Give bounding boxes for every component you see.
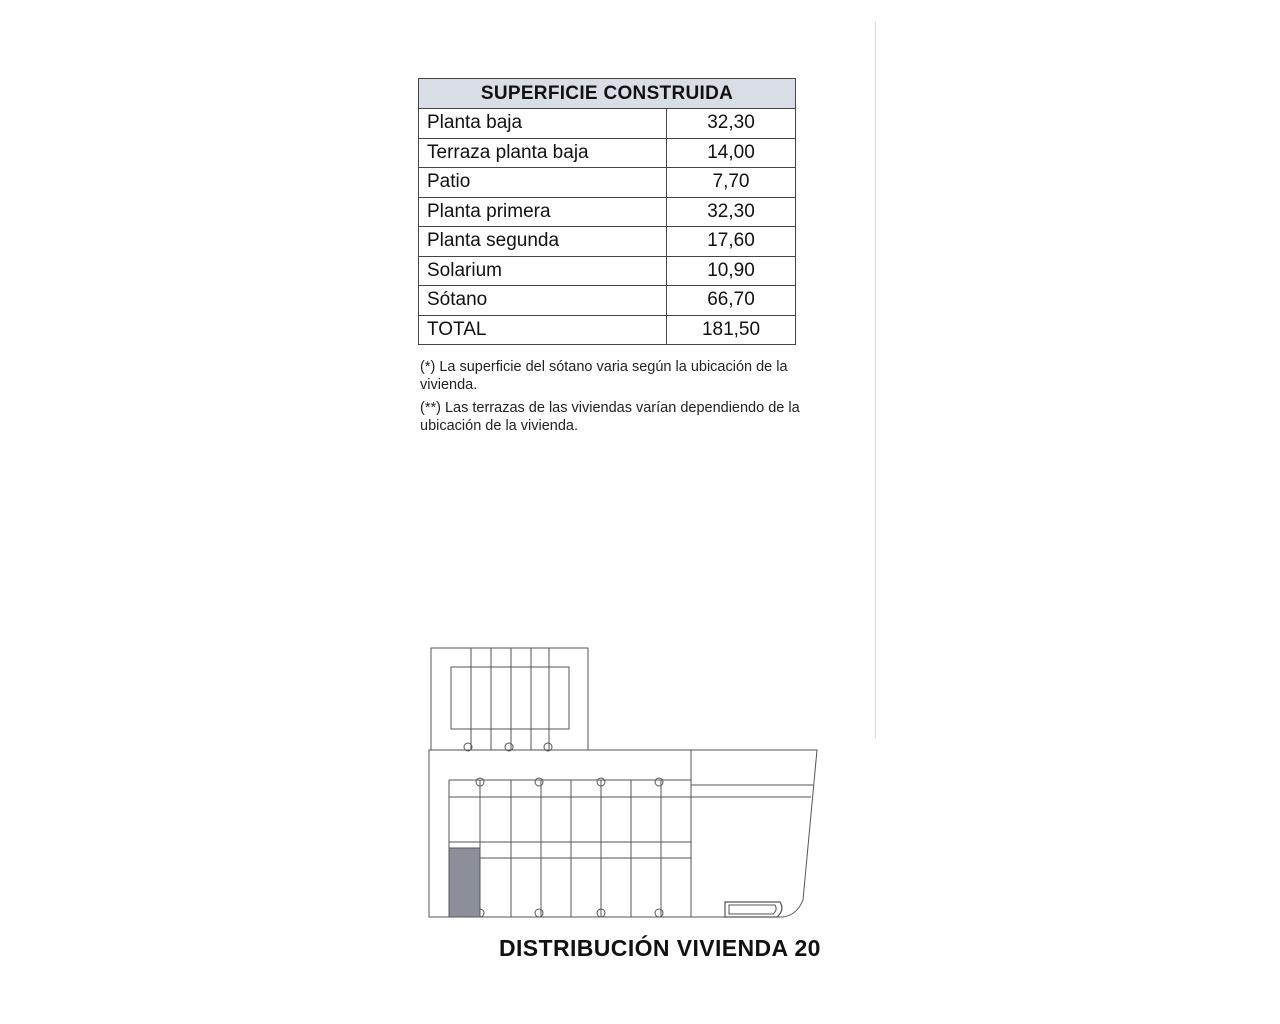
page-divider-line — [875, 22, 876, 738]
plan-title: DISTRIBUCIÓN VIVIENDA 20 — [499, 935, 821, 961]
footnote-basement: (*) La superficie del sótano varia según la ubicación de la vivienda. — [420, 359, 788, 393]
row-value: 17,60 — [667, 227, 796, 257]
row-label: Terraza planta baja — [419, 138, 667, 168]
row-label: Planta baja — [419, 109, 667, 139]
row-value: 7,70 — [667, 168, 796, 198]
floor-plan-drawing — [425, 645, 825, 930]
footnote-terraces: (**) Las terrazas de las viviendas varían dependiendo de la ubicación de la vivienda. — [420, 400, 800, 434]
row-label: TOTAL — [419, 315, 667, 345]
row-value: 32,30 — [667, 197, 796, 227]
row-label: Sótano — [419, 286, 667, 316]
row-value: 14,00 — [667, 138, 796, 168]
row-label: Planta segunda — [419, 227, 667, 257]
table-row — [419, 227, 796, 257]
row-value: 181,50 — [667, 315, 796, 345]
plan-main-outline — [429, 750, 817, 917]
area-table-header: SUPERFICIE CONSTRUIDA — [419, 79, 796, 109]
row-label: Patio — [419, 168, 667, 198]
table-row — [419, 138, 796, 168]
plan-upper-block — [431, 648, 588, 750]
table-row — [419, 109, 796, 139]
table-row — [419, 256, 796, 286]
row-label: Planta primera — [419, 197, 667, 227]
table-row — [419, 197, 796, 227]
table-row-total — [419, 315, 796, 345]
plan-tub — [725, 902, 782, 917]
plan-upper-inner — [451, 667, 569, 729]
row-label: Solarium — [419, 256, 667, 286]
row-value: 32,30 — [667, 109, 796, 139]
table-row — [419, 168, 796, 198]
table-row — [419, 286, 796, 316]
plan-highlight-unit — [449, 848, 480, 917]
area-table — [418, 78, 796, 345]
row-value: 10,90 — [667, 256, 796, 286]
page-margin-left — [0, 0, 404, 1024]
row-value: 66,70 — [667, 286, 796, 316]
